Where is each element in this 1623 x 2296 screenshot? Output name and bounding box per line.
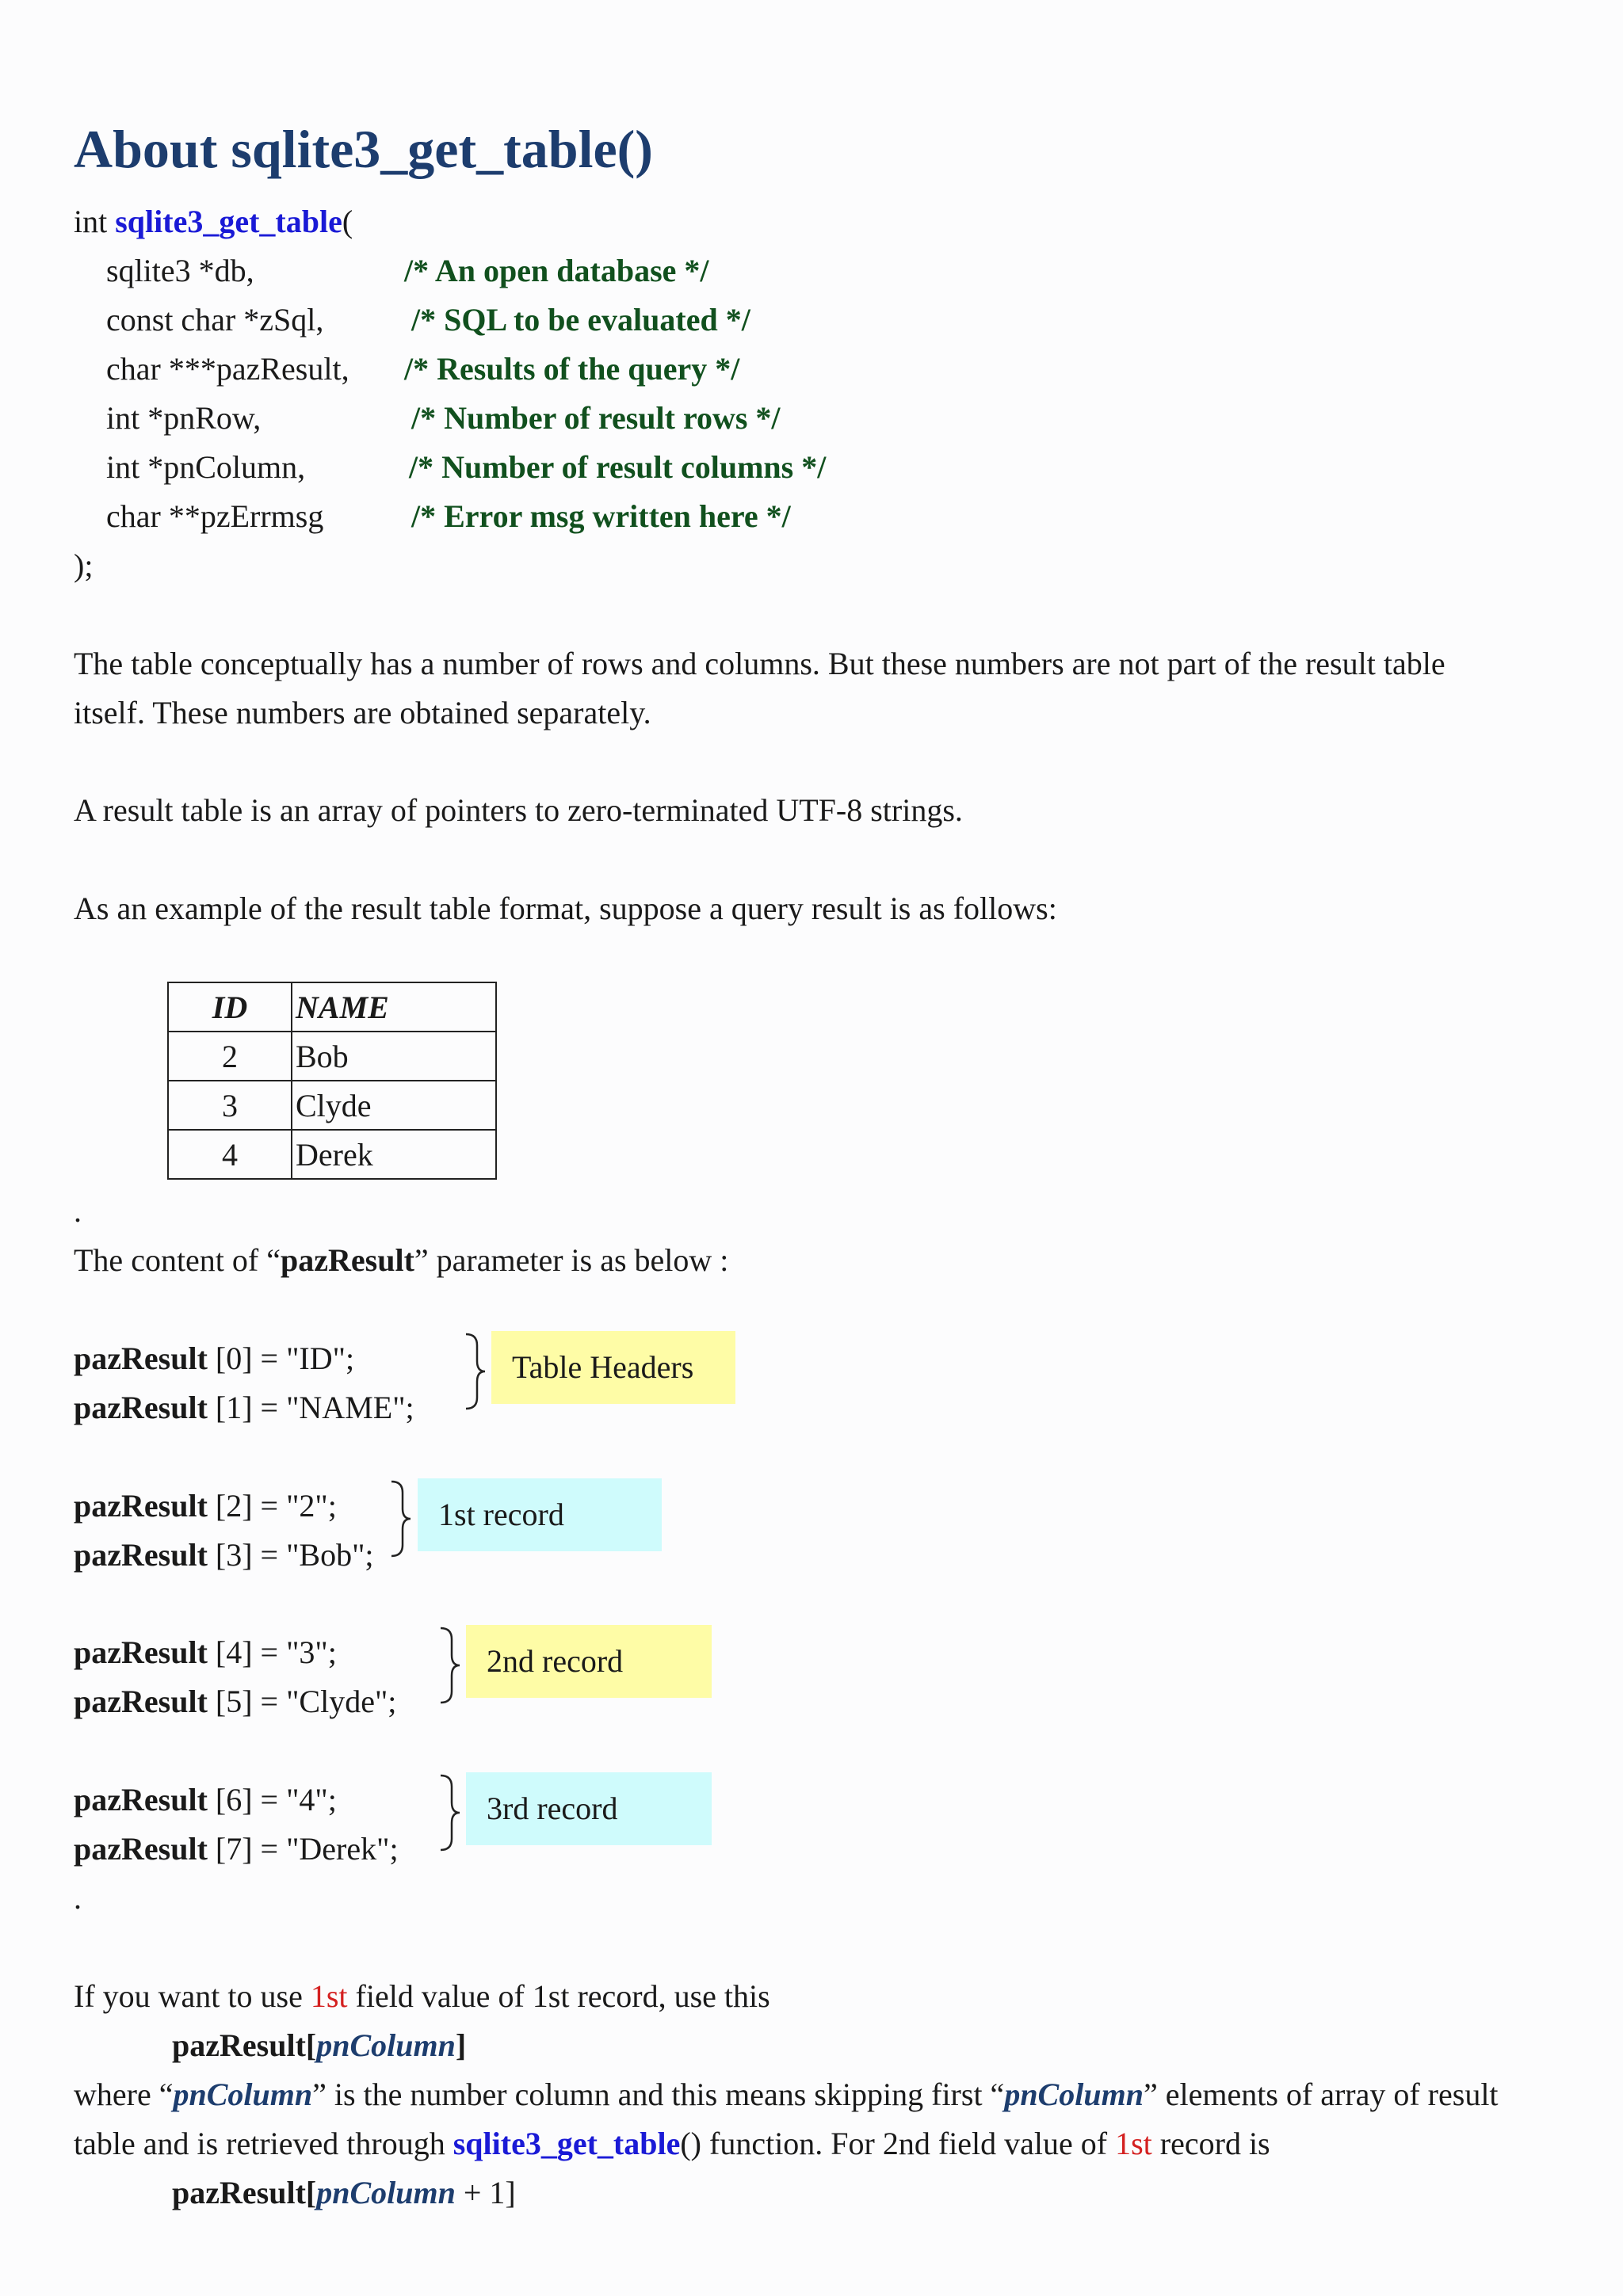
paragraph-line: itself. These numbers are obtained separately.: [74, 695, 651, 730]
entry-name: pazResult: [74, 1341, 208, 1376]
entry-name: pazResult: [74, 1537, 208, 1573]
param-decl: int *pnRow,: [106, 400, 262, 436]
entry-value: [3] = "Bob";: [207, 1537, 374, 1573]
cell-id: 2: [168, 1032, 292, 1081]
entry-name: pazResult: [74, 1831, 208, 1867]
highlight-run: 1st: [1115, 2126, 1152, 2161]
param-decl: char **pzErrmsg: [106, 498, 324, 534]
explanation-line: [74, 2125, 1270, 2163]
paragraph-line: The table conceptually has a number of rows and columns. But these numbers are not part of the result table: [74, 646, 1445, 681]
result-entry: [74, 1487, 337, 1525]
text-run: () function. For 2nd field value of: [680, 2126, 1116, 2161]
expr-text: pazResult[: [172, 2175, 317, 2210]
function-name: sqlite3_get_table: [115, 204, 342, 239]
cell-id: 3: [168, 1081, 292, 1130]
first-record-label: 1st record: [418, 1478, 662, 1551]
table-row: [168, 1032, 496, 1081]
separator-dot: .: [74, 1880, 82, 1916]
signature-open-line: [74, 203, 353, 241]
param-decl: char ***pazResult,: [106, 351, 349, 387]
entry-value: [5] = "Clyde";: [207, 1684, 397, 1719]
paragraph: A result table is an array of pointers to zero-terminated UTF-8 strings.: [74, 792, 963, 828]
entry-value: [4] = "3";: [207, 1634, 337, 1670]
expr-variable: pnColumn: [316, 2175, 456, 2210]
content-intro-bold: pazResult: [281, 1242, 414, 1278]
result-table: [167, 982, 497, 1180]
text-run: table and is retrieved through: [74, 2126, 453, 2161]
text-run: ” is the number column and this means skipping first “: [312, 2077, 1005, 2112]
result-entry: [74, 1340, 354, 1378]
function-run: sqlite3_get_table: [453, 2126, 681, 2161]
expr-text: pazResult[: [172, 2027, 317, 2063]
brace-icon: [463, 1331, 488, 1412]
expr-text: + 1]: [455, 2175, 516, 2210]
expr-variable: pnColumn: [316, 2027, 456, 2063]
result-entry: [74, 1781, 337, 1819]
cell-name: Clyde: [292, 1081, 496, 1130]
explanation-line: [74, 1978, 770, 2016]
return-type: int: [74, 204, 116, 239]
paragraph: As an example of the result table format, suppose a query result is as follows:: [74, 891, 1057, 926]
entry-name: pazResult: [74, 1390, 208, 1425]
second-record-label: 2nd record: [466, 1625, 712, 1698]
param-comment: /* An open database */: [404, 253, 709, 288]
entry-value: [1] = "NAME";: [207, 1390, 414, 1425]
param-decl: sqlite3 *db,: [106, 253, 254, 288]
third-record-label: 3rd record: [466, 1772, 712, 1845]
cell-name: Bob: [292, 1032, 496, 1081]
brace-icon: [437, 1625, 463, 1706]
table-headers-label: Table Headers: [491, 1331, 735, 1404]
entry-name: pazResult: [74, 1634, 208, 1670]
expression-first-field: [172, 2027, 466, 2065]
param-comment: /* SQL to be evaluated */: [411, 302, 750, 338]
result-entry: [74, 1389, 414, 1427]
entry-name: pazResult: [74, 1782, 208, 1817]
result-entry: [74, 1536, 374, 1574]
content-intro: [74, 1241, 728, 1280]
param-comment: /* Results of the query */: [404, 351, 740, 387]
param-comment: /* Error msg written here */: [411, 498, 791, 534]
text-run: If you want to use: [74, 1978, 311, 2014]
separator-dot: .: [74, 1193, 82, 1229]
cell-id: 4: [168, 1130, 292, 1179]
column-header-id: ID: [168, 982, 292, 1032]
content-intro-pre: The content of “: [74, 1242, 281, 1278]
text-run: where “: [74, 2077, 174, 2112]
variable-run: pnColumn: [173, 2077, 313, 2112]
page-title: About sqlite3_get_table(): [74, 119, 653, 179]
result-entry: [74, 1634, 337, 1672]
param-decl: const char *zSql,: [106, 302, 324, 338]
open-paren: (: [342, 204, 353, 239]
column-header-name: NAME: [292, 982, 496, 1032]
signature-close: );: [74, 547, 94, 583]
variable-run: pnColumn: [1004, 2077, 1144, 2112]
entry-name: pazResult: [74, 1684, 208, 1719]
explanation-line: [74, 2076, 1499, 2114]
cell-name: Derek: [292, 1130, 496, 1179]
table-header-row: [168, 982, 496, 1032]
entry-value: [6] = "4";: [207, 1782, 337, 1817]
highlight-run: 1st: [310, 1978, 348, 2014]
param-comment: /* Number of result columns */: [409, 449, 827, 485]
entry-value: [7] = "Derek";: [207, 1831, 399, 1867]
expression-second-field: [172, 2174, 516, 2212]
result-entry: [74, 1830, 399, 1868]
text-run: ” elements of array of result: [1143, 2077, 1499, 2112]
entry-name: pazResult: [74, 1488, 208, 1524]
content-intro-post: ” parameter is as below :: [414, 1242, 729, 1278]
brace-icon: [388, 1478, 414, 1559]
entry-value: [2] = "2";: [207, 1488, 337, 1524]
param-comment: /* Number of result rows */: [411, 400, 781, 436]
param-decl: int *pnColumn,: [106, 449, 306, 485]
table-row: [168, 1130, 496, 1179]
entry-value: [0] = "ID";: [207, 1341, 355, 1376]
expr-text: ]: [455, 2027, 467, 2063]
text-run: record is: [1151, 2126, 1270, 2161]
brace-icon: [437, 1772, 463, 1853]
result-entry: [74, 1683, 396, 1721]
text-run: field value of 1st record, use this: [347, 1978, 770, 2014]
table-row: [168, 1081, 496, 1130]
